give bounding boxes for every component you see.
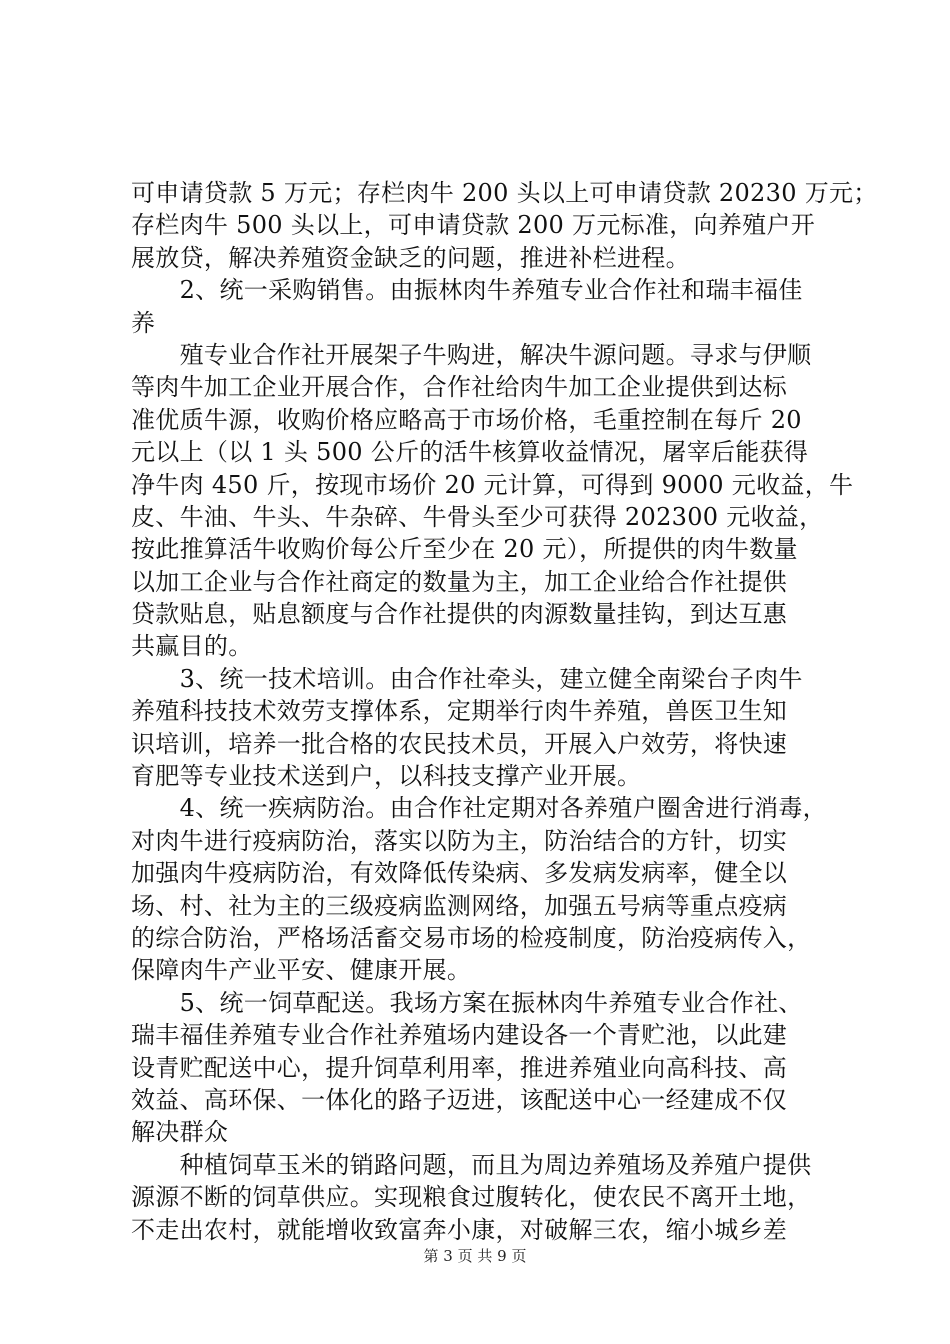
text-line: 对肉牛进行疫病防治，落实以防为主，防治结合的方针，切实: [131, 826, 788, 855]
text-line: 共赢目的。: [131, 632, 253, 661]
text-line: 准优质牛源，收购价格应略高于市场价格，毛重控制在每斤 20: [131, 405, 802, 434]
text-line: 瑞丰福佳养殖专业合作社养殖场内建设各一个青贮池，以此建: [131, 1021, 788, 1050]
page-number-footer: 第 3 页 共 9 页: [423, 1247, 527, 1265]
text-line: 设青贮配送中心，提升饲草利用率，推进养殖业向高科技、高: [131, 1053, 788, 1082]
text-line: 2、统一采购销售。由振林肉牛养殖专业合作社和瑞丰福佳: [131, 276, 803, 305]
text-line: 的综合防治，严格场活畜交易市场的检疫制度，防治疫病传入，: [131, 923, 812, 952]
text-line: 解决群众: [131, 1118, 229, 1147]
text-line: 以加工企业与合作社商定的数量为主，加工企业给合作社提供: [131, 567, 788, 596]
text-line: 等肉牛加工企业开展合作，合作社给肉牛加工企业提供到达标: [131, 373, 788, 402]
text-line: 育肥等专业技术送到户，以科技支撑产业开展。: [131, 762, 642, 791]
text-line: 可申请贷款 5 万元；存栏肉牛 200 头以上可申请贷款 20230 万元；: [131, 179, 878, 207]
document-body: [131, 177, 878, 1246]
text-line: 元以上（以 1 头 500 公斤的活牛核算收益情况，屠宰后能获得: [131, 438, 809, 467]
text-line: 加强肉牛疫病防治，有效降低传染病、多发病发病率，健全以: [131, 859, 788, 888]
text-line: 源源不断的饲草供应。实现粮食过腹转化，使农民不离开土地，: [131, 1183, 812, 1212]
text-line: 效益、高环保、一体化的路子迈进，该配送中心一经建成不仅: [131, 1085, 788, 1114]
text-line: 4、统一疾病防治。由合作社定期对各养殖户圈舍进行消毒，: [131, 794, 827, 823]
text-line: 展放贷，解决养殖资金缺乏的问题，推进补栏进程。: [131, 243, 690, 272]
text-line: 殖专业合作社开展架子牛购进，解决牛源问题。寻求与伊顺: [131, 340, 812, 369]
text-line: 存栏肉牛 500 头以上，可申请贷款 200 万元标准，向养殖户开: [131, 211, 816, 240]
text-line: 按此推算活牛收购价每公斤至少在 20 元），所提供的肉牛数量: [131, 535, 798, 564]
text-line: 净牛肉 450 斤，按现市场价 20 元计算，可得到 9000 元收益，牛: [131, 470, 854, 499]
text-line: 贷款贴息，贴息额度与合作社提供的肉源数量挂钩，到达互惠: [131, 600, 788, 629]
text-line: 识培训，培养一批合格的农民技术员，开展入户效劳，将快速: [131, 729, 788, 758]
text-line: 皮、牛油、牛头、牛杂碎、牛骨头至少可获得 202300 元收益，: [131, 502, 824, 531]
text-line: 保障肉牛产业平安、健康开展。: [131, 956, 472, 985]
text-line: 5、统一饲草配送。我场方案在振林肉牛养殖专业合作社、: [131, 988, 803, 1017]
text-line: 不走出农村，就能增收致富奔小康，对破解三农，缩小城乡差: [131, 1215, 788, 1244]
text-line: 种植饲草玉米的销路问题，而且为周边养殖场及养殖户提供: [131, 1150, 812, 1179]
text-line: 3、统一技术培训。由合作社牵头，建立健全南梁台子肉牛: [131, 664, 803, 693]
text-line: 场、村、社为主的三级疫病监测网络，加强五号病等重点疫病: [131, 891, 788, 920]
text-line: 养: [131, 308, 156, 337]
text-line: 养殖科技技术效劳支撑体系，定期举行肉牛养殖，兽医卫生知: [131, 697, 788, 726]
